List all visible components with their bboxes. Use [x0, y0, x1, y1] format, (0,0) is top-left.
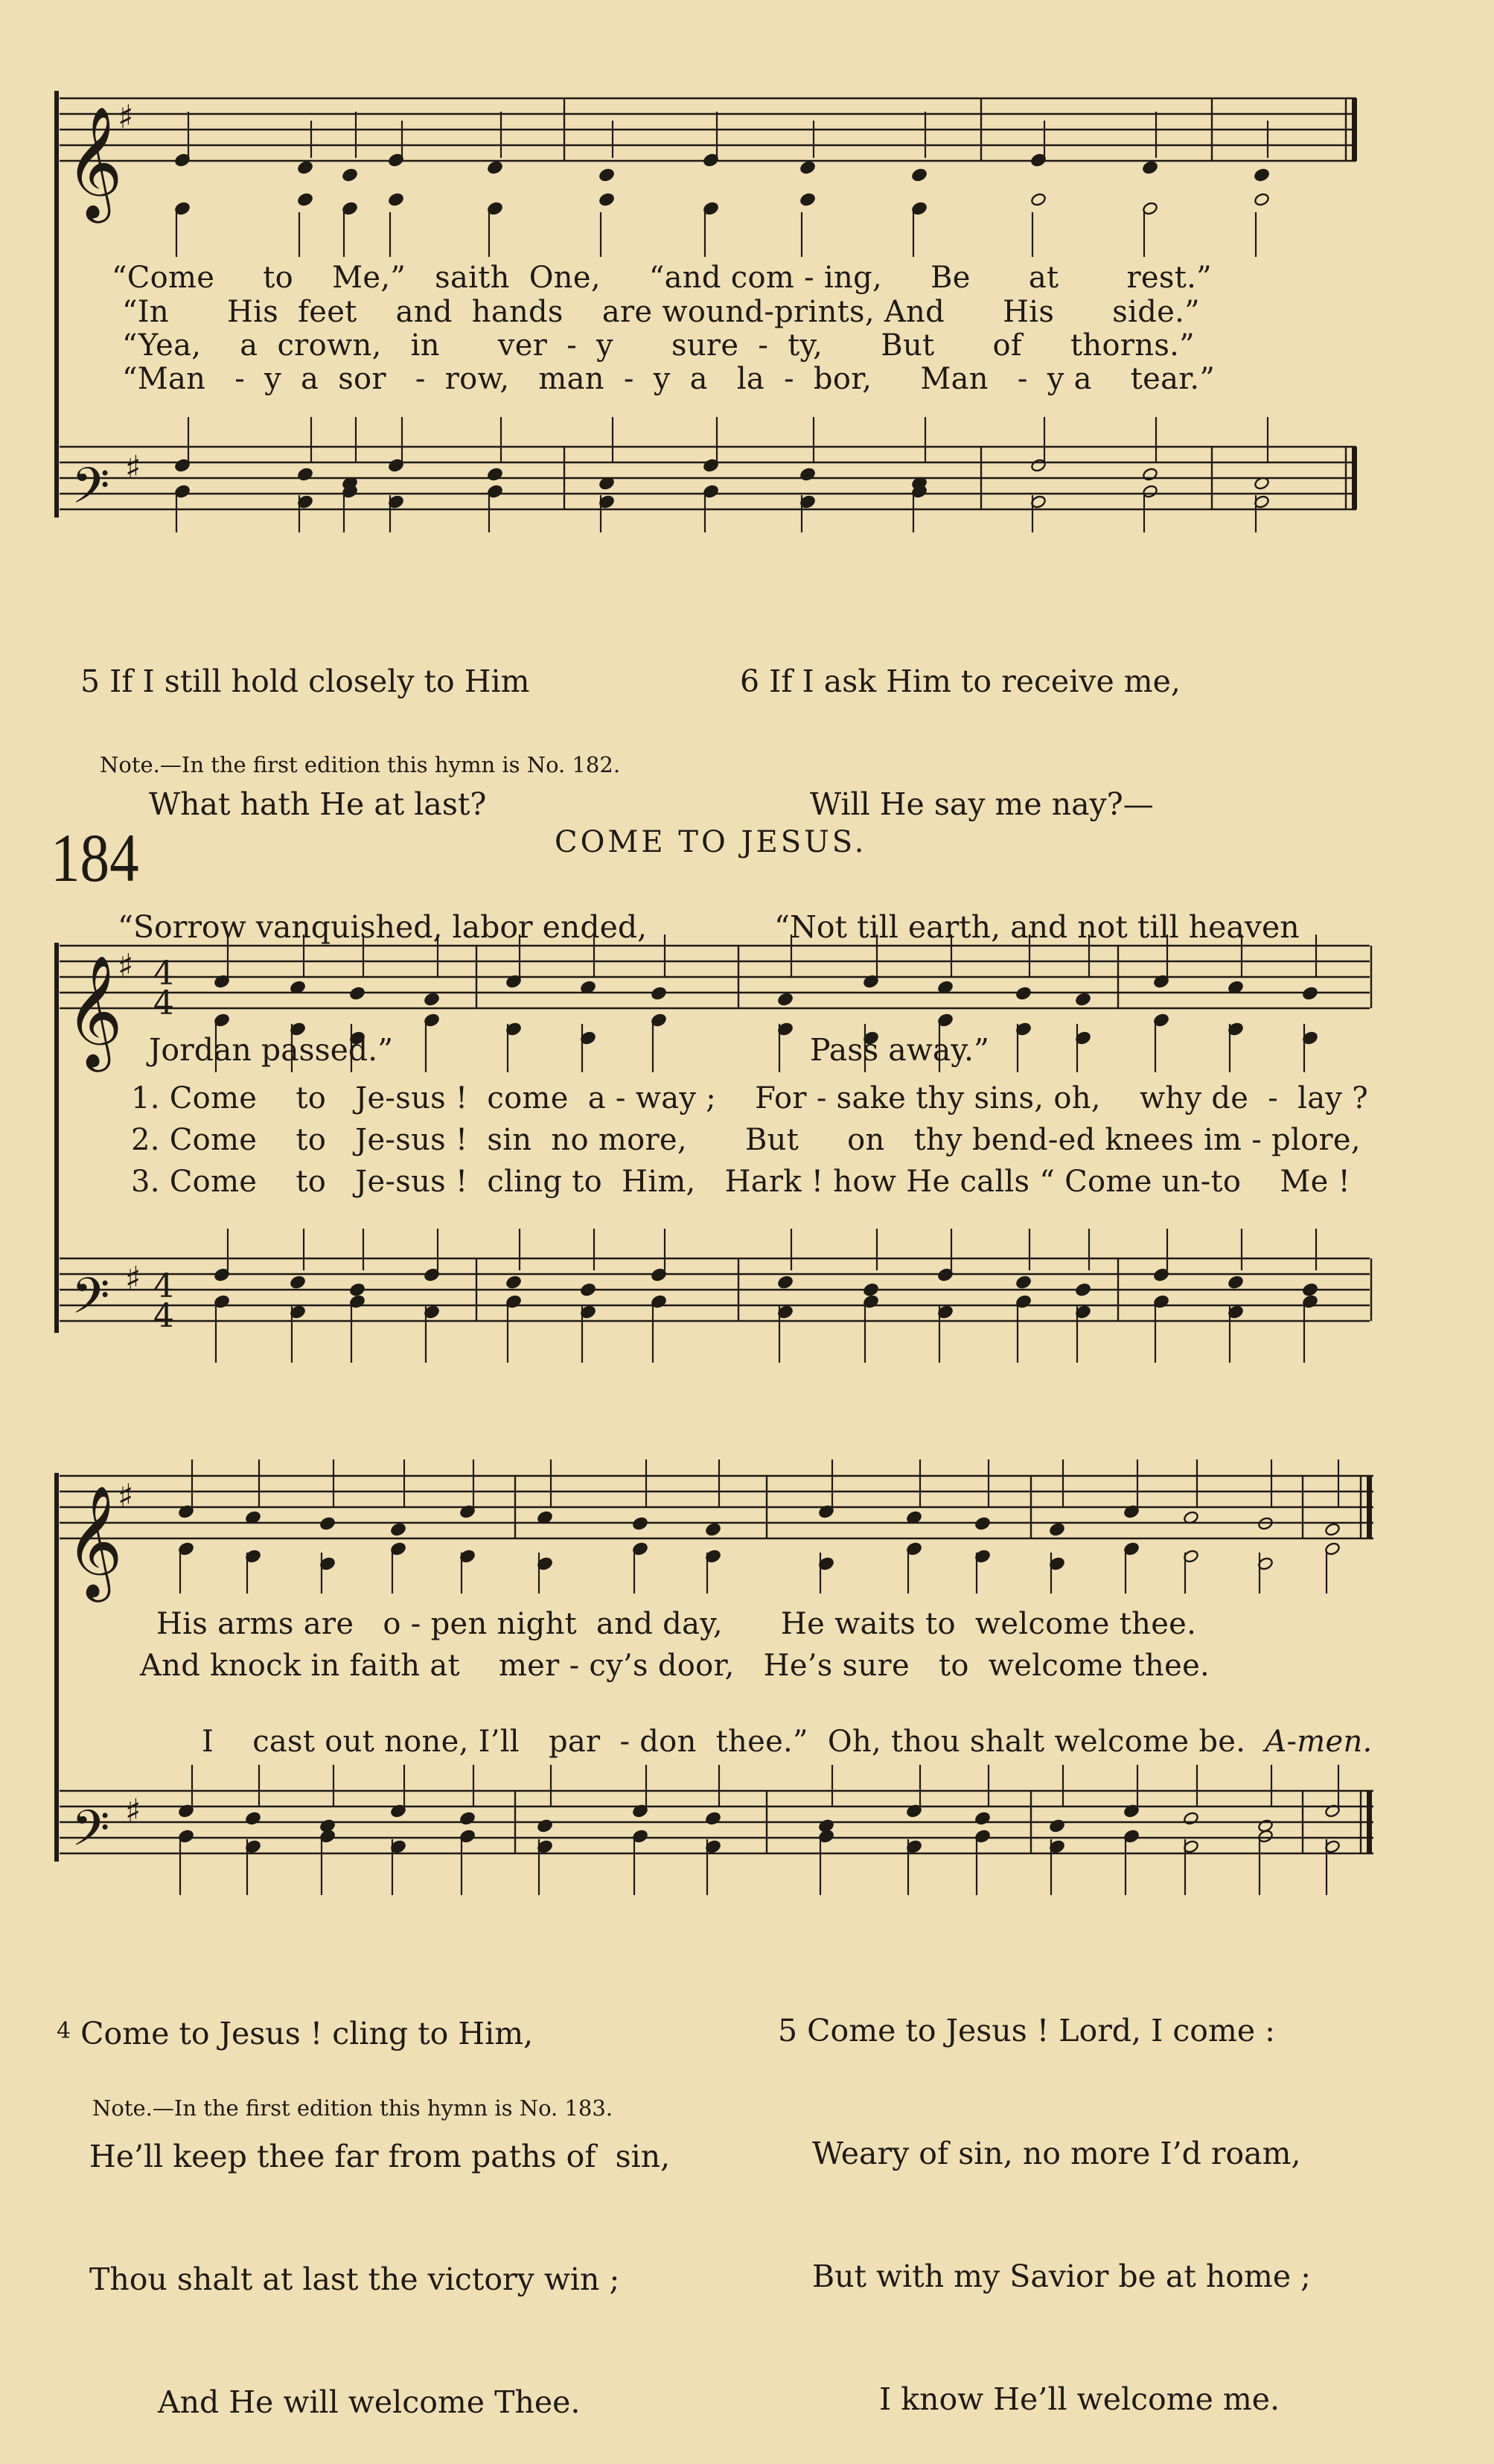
lyric-line-1: 1. Come to Je-sus ! come a - way ; For - sake thy sins, oh, why de - lay ?: [131, 1081, 1369, 1115]
time-signature-top: 4: [153, 1267, 174, 1305]
lyric-line-1: His arms are o - pen night and day, He waits to welcome thee.: [156, 1607, 1197, 1641]
sharp-icon: ♯: [125, 1792, 141, 1830]
verse-line: “Sorrow vanquished, labor ended,: [118, 909, 648, 945]
edition-note: Note.—In the first edition this hymn is No. 183.: [92, 2095, 613, 2121]
verse-line: Thou shalt at last the victory win ;: [89, 2261, 620, 2297]
sharp-icon: ♯: [118, 947, 134, 985]
lyric-text: I cast out none, I’ll par - don thee.” Oh, thou shalt welcome be.: [202, 1725, 1246, 1759]
lyric-line-3: [182, 1690, 1373, 1759]
time-signature-bottom: 4: [153, 1297, 174, 1335]
treble-clef-icon: 𝄞: [66, 1484, 123, 1597]
verse-line: Come to Jesus ! Lord, I come :: [807, 2013, 1275, 2048]
sharp-icon: ♯: [125, 1260, 141, 1298]
verse-line: Pass away.”: [810, 1032, 989, 1068]
verse-line: Weary of sin, no more I’d roam,: [812, 2136, 1301, 2171]
verse-5: [778, 1929, 1311, 2461]
verse-number: 6: [740, 663, 760, 699]
verse-line: Jordan passed.”: [149, 1032, 394, 1068]
sharp-icon: ♯: [118, 1477, 134, 1515]
bass-clef-icon: 𝄢: [71, 1800, 110, 1869]
sharp-icon: ♯: [118, 98, 134, 136]
lyric-line-3: “Yea, a crown, in ver - y sure - ty, But of thorns.”: [122, 328, 1195, 363]
lyric-line-2: 2. Come to Je-sus ! sin no more, But on thy bend-ed knees im - plore,: [131, 1123, 1361, 1157]
verse-line: I know He’ll welcome me.: [879, 2381, 1280, 2417]
bass-clef-icon: 𝄢: [71, 1267, 110, 1337]
edition-note-prev: Note.—In the first edition this hymn is No. 182.: [100, 752, 621, 777]
amen: A-men.: [1265, 1725, 1373, 1759]
verse-line: Will He say me nay?—: [810, 786, 1154, 822]
treble-clef-icon: 𝄞: [66, 105, 123, 218]
verse-line: If I ask Him to receive me,: [769, 663, 1181, 699]
verse-line: “Not till earth, and not till heaven: [774, 909, 1300, 945]
hymn-title: COME TO JESUS.: [555, 825, 867, 859]
lyric-line-3: 3. Come to Je-sus ! cling to Him, Hark ! how He calls “ Come un-to Me !: [131, 1165, 1350, 1199]
lyric-line-1: “Come to Me,” saith One, “and com - ing, Be at rest.”: [112, 261, 1212, 295]
treble-clef-icon: 𝄞: [66, 954, 123, 1067]
hymn-number: 184: [51, 820, 139, 896]
verse-line: Come to Jesus ! cling to Him,: [80, 2016, 534, 2051]
verse-line: But with my Savior be at home ;: [812, 2258, 1311, 2294]
verse-line: And He will welcome Thee.: [158, 2384, 581, 2420]
lyric-line-2: And knock in faith at mer - cy’s door, He’s sure to welcome thee.: [140, 1649, 1210, 1683]
lyric-line-4: “Man - y a sor - row, man - y a la - bor, Man - y a tear.”: [122, 362, 1216, 396]
verse-line: He’ll keep thee far from paths of sin,: [89, 2139, 671, 2174]
verse-number: 4: [57, 2018, 71, 2044]
verse-number: 5: [80, 663, 100, 699]
time-signature-top: 4: [153, 955, 174, 993]
lyric-line-2: “In His feet and hands are wound-prints, And His side.”: [122, 295, 1200, 329]
verse-line: If I still hold closely to Him: [109, 663, 530, 699]
bass-clef-icon: 𝄢: [71, 457, 110, 526]
verse-4: [57, 1929, 670, 2464]
verse-line: What hath He at last?: [149, 786, 487, 822]
verse-number: 5: [778, 2013, 798, 2048]
time-signature-bottom: 4: [153, 984, 174, 1022]
sharp-icon: ♯: [125, 449, 141, 487]
